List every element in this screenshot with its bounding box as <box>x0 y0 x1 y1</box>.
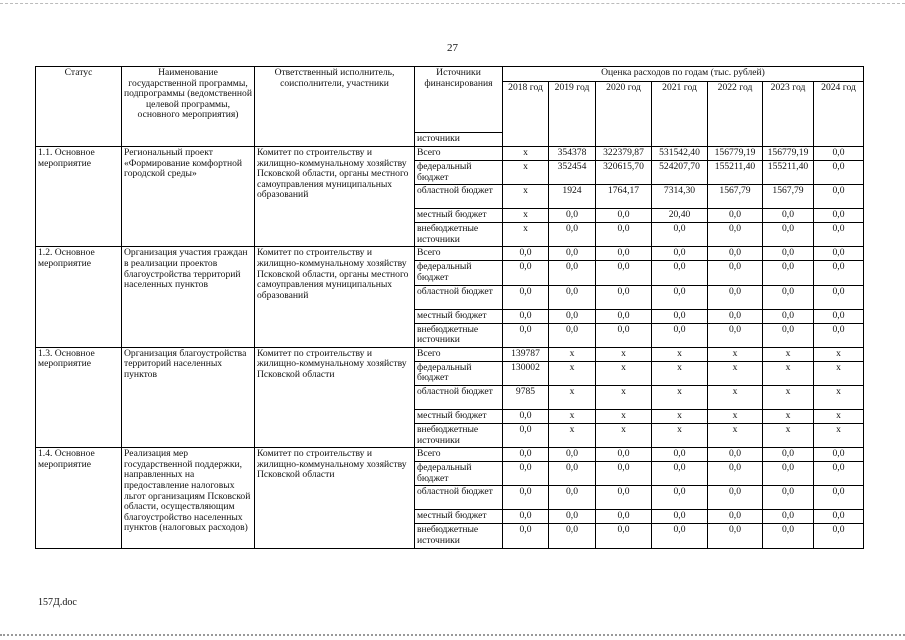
value-cell: 0,0 <box>549 209 596 223</box>
value-cell: 0,0 <box>652 462 708 486</box>
value-cell: 0,0 <box>503 309 549 323</box>
value-cell: 0,0 <box>814 185 864 209</box>
program-name-cell: Реализация мер государственной поддержки, направленных на предоставление налоговых льгот организациям Псковской области, осуществляющим благоустройство населенных пунктов (налоговых расходов) <box>122 448 255 548</box>
value-cell: 0,0 <box>503 462 549 486</box>
source-cell: федеральный бюджет <box>415 361 503 385</box>
value-cell: 0,0 <box>652 510 708 524</box>
value-cell: 0,0 <box>763 524 814 548</box>
header-year: 2021 год <box>652 82 708 147</box>
source-cell: федеральный бюджет <box>415 261 503 285</box>
value-cell: 0,0 <box>708 261 763 285</box>
source-cell: внебюджетные источники <box>415 524 503 548</box>
value-cell: 0,0 <box>503 448 549 462</box>
value-cell: 0,0 <box>708 309 763 323</box>
value-cell: 0,0 <box>708 524 763 548</box>
value-cell: 0,0 <box>708 448 763 462</box>
value-cell: 0,0 <box>549 247 596 261</box>
budget-table <box>35 66 864 549</box>
table-row <box>36 247 864 261</box>
value-cell: 0,0 <box>814 223 864 247</box>
value-cell: 0,0 <box>763 247 814 261</box>
value-cell: 1567,79 <box>708 185 763 209</box>
value-cell: 0,0 <box>549 510 596 524</box>
source-cell: местный бюджет <box>415 510 503 524</box>
header-status: Статус <box>36 67 122 147</box>
header-year: 2023 год <box>763 82 814 147</box>
value-cell: 0,0 <box>708 285 763 309</box>
header-sources: Источники финансирования <box>415 67 503 133</box>
footer-filename: 157Д.doc <box>38 597 77 608</box>
value-cell: x <box>763 347 814 361</box>
value-cell: 0,0 <box>814 510 864 524</box>
source-cell: Всего <box>415 448 503 462</box>
value-cell: 0,0 <box>814 309 864 323</box>
value-cell: 0,0 <box>763 309 814 323</box>
value-cell: x <box>549 347 596 361</box>
source-cell: федеральный бюджет <box>415 161 503 185</box>
value-cell: 130002 <box>503 361 549 385</box>
scan-edge-bottom <box>0 634 905 636</box>
page-number: 27 <box>447 42 458 54</box>
value-cell: 0,0 <box>814 147 864 161</box>
source-cell: местный бюджет <box>415 209 503 223</box>
value-cell: 0,0 <box>549 462 596 486</box>
value-cell: 0,0 <box>503 247 549 261</box>
value-cell: x <box>708 385 763 409</box>
value-cell: 0,0 <box>549 285 596 309</box>
header-estimate: Оценка расходов по годам (тыс. рублей) <box>503 67 864 82</box>
value-cell: 0,0 <box>652 524 708 548</box>
value-cell: x <box>763 423 814 447</box>
value-cell: 0,0 <box>763 510 814 524</box>
value-cell: 0,0 <box>503 261 549 285</box>
value-cell: 0,0 <box>503 524 549 548</box>
header-carry-over: источники <box>415 133 503 147</box>
status-cell: 1.4. Основное мероприятие <box>36 448 122 548</box>
value-cell: 1764,17 <box>596 185 652 209</box>
scan-edge-top <box>0 3 905 4</box>
value-cell: 0,0 <box>503 285 549 309</box>
value-cell: x <box>763 361 814 385</box>
value-cell: 0,0 <box>652 323 708 347</box>
value-cell: 0,0 <box>549 261 596 285</box>
value-cell: 0,0 <box>814 448 864 462</box>
value-cell: 354378 <box>549 147 596 161</box>
source-cell: Всего <box>415 347 503 361</box>
value-cell: 0,0 <box>596 510 652 524</box>
value-cell: 139787 <box>503 347 549 361</box>
table-row <box>36 147 864 161</box>
source-cell: внебюджетные источники <box>415 323 503 347</box>
value-cell: 0,0 <box>549 309 596 323</box>
header-year: 2020 год <box>596 82 652 147</box>
header-year: 2022 год <box>708 82 763 147</box>
value-cell: 0,0 <box>549 448 596 462</box>
value-cell: 0,0 <box>763 285 814 309</box>
value-cell: 0,0 <box>503 409 549 423</box>
value-cell: 0,0 <box>596 323 652 347</box>
value-cell: 0,0 <box>596 462 652 486</box>
value-cell: 0,0 <box>708 223 763 247</box>
value-cell: 352454 <box>549 161 596 185</box>
value-cell: 0,0 <box>652 261 708 285</box>
value-cell: x <box>814 409 864 423</box>
value-cell: x <box>549 361 596 385</box>
value-cell: x <box>596 409 652 423</box>
value-cell: 322379,87 <box>596 147 652 161</box>
value-cell: 0,0 <box>596 223 652 247</box>
value-cell: 20,40 <box>652 209 708 223</box>
program-name-cell: Организация благоустройства территорий населенных пунктов <box>122 347 255 447</box>
value-cell: 0,0 <box>652 247 708 261</box>
value-cell: 0,0 <box>708 247 763 261</box>
value-cell: 0,0 <box>596 261 652 285</box>
header-program-name: Наименование государственной программы, подпрограммы (ведомственной целевой программы, основного мероприятия) <box>122 67 255 147</box>
value-cell: 0,0 <box>596 285 652 309</box>
value-cell: 0,0 <box>549 323 596 347</box>
value-cell: 0,0 <box>549 486 596 510</box>
status-cell: 1.3. Основное мероприятие <box>36 347 122 447</box>
header-year: 2018 год <box>503 82 549 147</box>
value-cell: 0,0 <box>763 323 814 347</box>
value-cell: x <box>814 347 864 361</box>
value-cell: 0,0 <box>814 261 864 285</box>
header-year: 2024 год <box>814 82 864 147</box>
value-cell: x <box>503 185 549 209</box>
value-cell: 0,0 <box>652 285 708 309</box>
value-cell: 0,0 <box>708 462 763 486</box>
value-cell: x <box>549 409 596 423</box>
value-cell: 0,0 <box>814 247 864 261</box>
value-cell: 0,0 <box>549 223 596 247</box>
header-year: 2019 год <box>549 82 596 147</box>
table-row <box>36 347 864 361</box>
value-cell: x <box>708 423 763 447</box>
value-cell: 1924 <box>549 185 596 209</box>
value-cell: 0,0 <box>503 510 549 524</box>
value-cell: 0,0 <box>763 448 814 462</box>
value-cell: x <box>708 409 763 423</box>
source-cell: областной бюджет <box>415 486 503 510</box>
value-cell: x <box>596 347 652 361</box>
value-cell: 0,0 <box>814 161 864 185</box>
source-cell: Всего <box>415 147 503 161</box>
value-cell: x <box>652 409 708 423</box>
source-cell: областной бюджет <box>415 285 503 309</box>
value-cell: 156779,19 <box>708 147 763 161</box>
responsible-cell: Комитет по строительству и жилищно-коммунальному хозяйству Псковской области, органы местного самоуправления муниципальных образований <box>255 147 415 247</box>
value-cell: 0,0 <box>708 510 763 524</box>
value-cell: x <box>652 423 708 447</box>
value-cell: x <box>763 409 814 423</box>
value-cell: 9785 <box>503 385 549 409</box>
value-cell: 524207,70 <box>652 161 708 185</box>
value-cell: 1567,79 <box>763 185 814 209</box>
source-cell: внебюджетные источники <box>415 223 503 247</box>
value-cell: 7314,30 <box>652 185 708 209</box>
value-cell: 0,0 <box>763 261 814 285</box>
value-cell: x <box>814 385 864 409</box>
source-cell: областной бюджет <box>415 385 503 409</box>
value-cell: 0,0 <box>763 486 814 510</box>
status-cell: 1.2. Основное мероприятие <box>36 247 122 347</box>
value-cell: 0,0 <box>763 462 814 486</box>
value-cell: x <box>503 223 549 247</box>
value-cell: x <box>503 161 549 185</box>
value-cell: 0,0 <box>503 323 549 347</box>
value-cell: 0,0 <box>596 247 652 261</box>
value-cell: x <box>549 423 596 447</box>
value-cell: 0,0 <box>503 423 549 447</box>
value-cell: 0,0 <box>652 223 708 247</box>
value-cell: x <box>814 361 864 385</box>
program-name-cell: Региональный проект «Формирование комфортной городской среды» <box>122 147 255 247</box>
value-cell: x <box>596 423 652 447</box>
header-responsible: Ответственный исполнитель, соисполнители, участники <box>255 67 415 147</box>
value-cell: x <box>549 385 596 409</box>
value-cell: x <box>708 347 763 361</box>
value-cell: 0,0 <box>708 323 763 347</box>
value-cell: 0,0 <box>814 462 864 486</box>
value-cell: 155211,40 <box>763 161 814 185</box>
value-cell: 0,0 <box>814 524 864 548</box>
status-cell: 1.1. Основное мероприятие <box>36 147 122 247</box>
value-cell: 0,0 <box>763 209 814 223</box>
source-cell: Всего <box>415 247 503 261</box>
source-cell: местный бюджет <box>415 309 503 323</box>
value-cell: 0,0 <box>763 223 814 247</box>
value-cell: 0,0 <box>814 486 864 510</box>
value-cell: 0,0 <box>708 486 763 510</box>
value-cell: 0,0 <box>652 309 708 323</box>
value-cell: 0,0 <box>814 323 864 347</box>
value-cell: 0,0 <box>652 448 708 462</box>
value-cell: x <box>503 147 549 161</box>
source-cell: федеральный бюджет <box>415 462 503 486</box>
responsible-cell: Комитет по строительству и жилищно-коммунальному хозяйству Псковской области <box>255 448 415 548</box>
source-cell: местный бюджет <box>415 409 503 423</box>
value-cell: 155211,40 <box>708 161 763 185</box>
value-cell: 531542,40 <box>652 147 708 161</box>
value-cell: x <box>652 361 708 385</box>
value-cell: 0,0 <box>814 285 864 309</box>
value-cell: 0,0 <box>596 309 652 323</box>
value-cell: 0,0 <box>814 209 864 223</box>
value-cell: 0,0 <box>596 209 652 223</box>
table-row <box>36 448 864 462</box>
value-cell: 0,0 <box>596 486 652 510</box>
responsible-cell: Комитет по строительству и жилищно-коммунальному хозяйству Псковской области, органы местного самоуправления муниципальных образований <box>255 247 415 347</box>
value-cell: 0,0 <box>596 524 652 548</box>
value-cell: 156779,19 <box>763 147 814 161</box>
value-cell: x <box>652 347 708 361</box>
value-cell: x <box>763 385 814 409</box>
source-cell: внебюджетные источники <box>415 423 503 447</box>
value-cell: x <box>596 385 652 409</box>
value-cell: 0,0 <box>549 524 596 548</box>
source-cell: областной бюджет <box>415 185 503 209</box>
value-cell: 320615,70 <box>596 161 652 185</box>
value-cell: x <box>596 361 652 385</box>
value-cell: x <box>814 423 864 447</box>
value-cell: 0,0 <box>503 486 549 510</box>
value-cell: x <box>708 361 763 385</box>
value-cell: x <box>652 385 708 409</box>
value-cell: x <box>503 209 549 223</box>
program-name-cell: Организация участия граждан в реализации проектов благоустройства территорий населенных пунктов <box>122 247 255 347</box>
responsible-cell: Комитет по строительству и жилищно-коммунальному хозяйству Псковской области <box>255 347 415 447</box>
value-cell: 0,0 <box>652 486 708 510</box>
value-cell: 0,0 <box>596 448 652 462</box>
value-cell: 0,0 <box>708 209 763 223</box>
